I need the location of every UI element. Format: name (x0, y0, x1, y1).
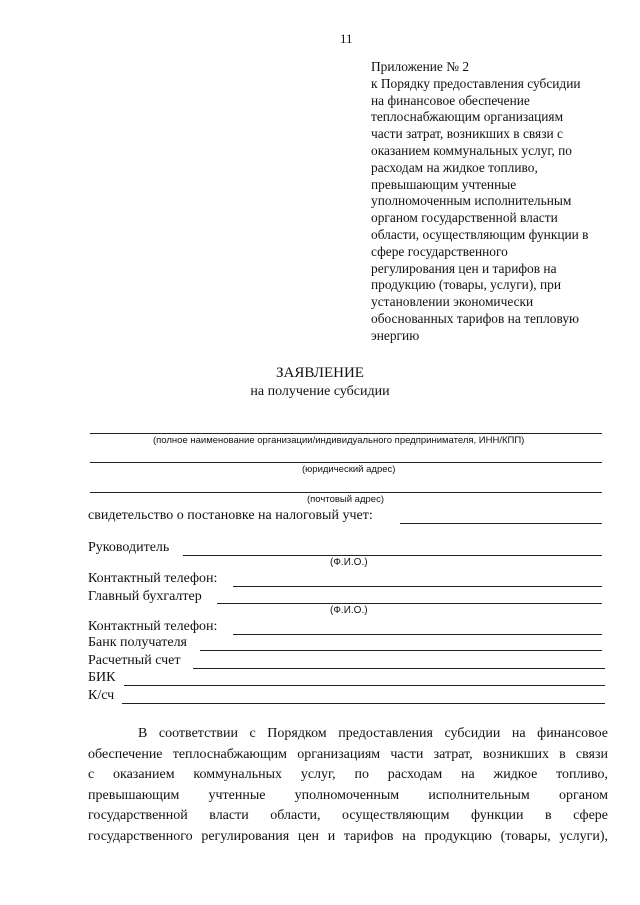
contact-phone-line[interactable] (233, 586, 602, 587)
appendix-line: области, осуществляющим функции в (371, 226, 589, 242)
head-label: Руководитель (88, 540, 170, 555)
org-name-caption: (полное наименование организации/индивидуального предпринимателя, ИНН/КПП) (153, 435, 525, 446)
postal-address-caption: (почтовый адрес) (307, 494, 384, 505)
appendix-line: превышающим учтенные (371, 176, 517, 192)
bank-line[interactable] (200, 650, 602, 651)
paragraph-line: государственной власти области, осуществляющим функции в сфере (88, 808, 608, 824)
org-name-line[interactable] (90, 433, 602, 434)
paragraph-line: В соответствии с Порядком предоставления субсидии на финансовое (138, 726, 608, 741)
appendix-line: уполномоченным исполнительным (371, 193, 572, 209)
paragraph-line: государственного регулирования цен и тарифов на продукцию (товары, услуги), (88, 828, 608, 844)
bik-line[interactable] (124, 685, 605, 686)
legal-address-caption: (юридический адрес) (302, 464, 396, 475)
bik-label: БИК (88, 670, 116, 685)
appendix-line: Приложение № 2 (371, 59, 470, 74)
account-label: Расчетный счет (88, 653, 181, 668)
chief-accountant-label: Главный бухгалтер (88, 589, 202, 604)
page-number: 11 (340, 31, 353, 46)
contact-phone-label: Контактный телефон: (88, 571, 218, 586)
contact-phone-label: Контактный телефон: (88, 619, 218, 634)
postal-address-line[interactable] (90, 492, 602, 493)
appendix-line: сфере государственного (371, 243, 508, 259)
appendix-line: на финансовое обеспечение (371, 92, 530, 108)
appendix-line: органом государственной власти (371, 210, 558, 226)
paragraph-line: обеспечение теплоснабжающим организациям части затрат, возникших в связи (88, 746, 608, 762)
tax-certificate-line[interactable] (400, 523, 602, 524)
corr-account-label: К/сч (88, 688, 115, 703)
corr-account-line[interactable] (122, 703, 605, 704)
appendix-line: установлении экономически (371, 294, 534, 310)
appendix-line: продукцию (товары, услуги), при (371, 277, 562, 293)
appendix-line: теплоснабжающим организациям (371, 109, 564, 125)
paragraph-line: превышающим учтенные уполномоченным исполнительным органом (88, 787, 608, 803)
head-fio-caption: (Ф.И.О.) (330, 557, 368, 568)
bank-label: Банк получателя (88, 635, 187, 650)
appendix-line: оказанием коммунальных услуг, по (371, 142, 572, 158)
account-line[interactable] (193, 668, 605, 669)
appendix-header (371, 59, 611, 345)
tax-certificate-label: свидетельство о постановке на налоговый учет: (88, 508, 373, 523)
head-line[interactable] (183, 555, 602, 556)
appendix-line: энергию (371, 327, 420, 343)
legal-address-line[interactable] (90, 462, 602, 463)
chief-accountant-fio-caption: (Ф.И.О.) (330, 605, 368, 616)
appendix-line: к Порядку предоставления субсидии (371, 75, 581, 91)
chief-accountant-line[interactable] (217, 603, 602, 604)
document-title: ЗАЯВЛЕНИЕ (276, 365, 364, 381)
appendix-line: части затрат, возникших в связи с (371, 126, 563, 142)
body-paragraph (88, 724, 608, 848)
paragraph-line: с оказанием коммунальных услуг, по расходам на жидкое топливо, (88, 767, 608, 783)
contact-phone-line[interactable] (233, 634, 602, 635)
appendix-line: регулирования цен и тарифов на (371, 260, 557, 276)
document-subtitle: на получение субсидии (250, 384, 390, 399)
appendix-line: обоснованных тарифов на тепловую (371, 310, 580, 326)
appendix-line: расходам на жидкое топливо, (371, 159, 538, 175)
